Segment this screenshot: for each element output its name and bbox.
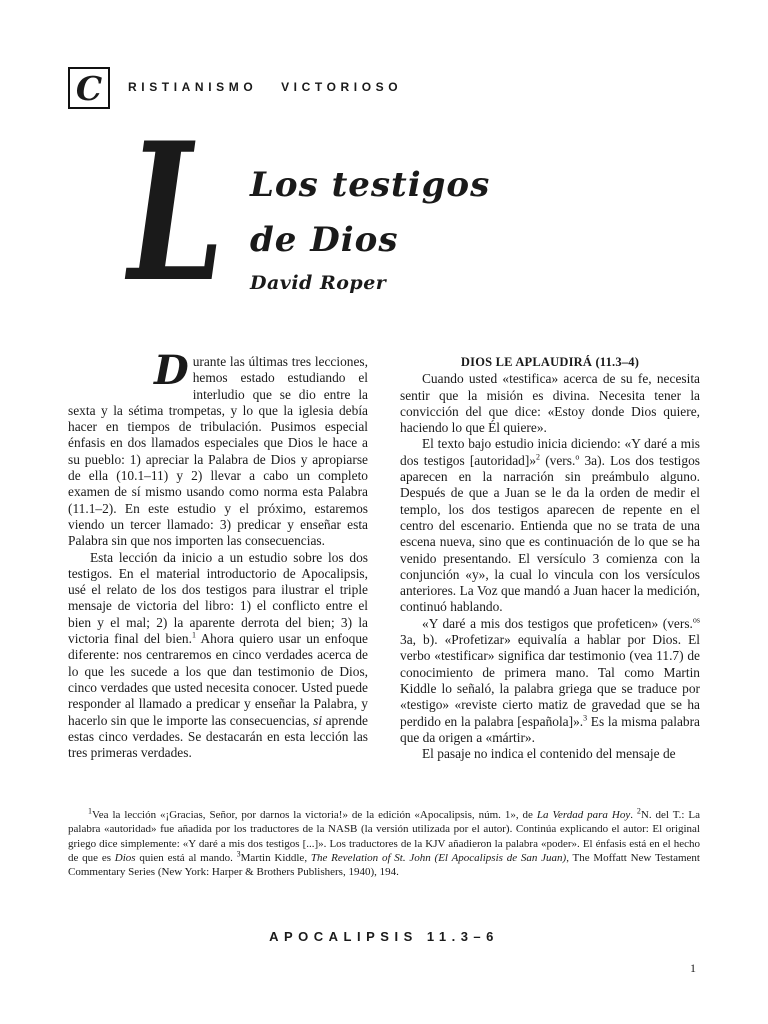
- paragraph-text: El texto bajo estudio inicia diciendo: «Y daré a mis dos testigos [autoridad]»: [400, 436, 700, 468]
- footnote-ref: 3: [583, 713, 588, 723]
- footnotes: [68, 808, 700, 879]
- paragraph-text: (vers.: [540, 452, 576, 468]
- paragraph-text: «Y daré a mis dos testigos que profeticen» (vers.: [422, 615, 693, 631]
- decorative-initial: L: [128, 101, 225, 324]
- paragraph-text: aprende estas cinco verdades. Se destacarán en esta lección las tres primeras verdades.: [68, 712, 368, 761]
- footnote-text: quien está al mando.: [135, 851, 237, 864]
- footnote-block: [68, 808, 700, 879]
- series-initial-letter: C: [75, 68, 103, 108]
- footnote-italic: Dios: [114, 851, 136, 864]
- ordinal-mark: os: [692, 615, 700, 625]
- paragraph-intro: [68, 347, 368, 550]
- footnote-text: Vea la lección «¡Gracias, Señor, por darnos la victoria!» de la edición «Apocalipsis, núm. 1», de: [92, 809, 537, 821]
- footnote-ref: 2: [536, 452, 541, 462]
- page-number: 1: [690, 961, 696, 975]
- article-author: David Roper: [250, 272, 387, 294]
- right-column: [400, 354, 700, 762]
- paragraph-text: 3a). Los dos testigos aparecen en la narración sin preámbulo alguno. Después de que a Juan se le da la orden de medir el templo, los dos testigos aparecen de repente en el centro del escenario. Entienda que no se trata de una escena nueva, sino que es continuación de lo que se ha venido presentando. El versículo 3 comienza con la conjunción «y», la cual lo vincula con los versículos anteriores. La Voz que mandó a Juan hacer la medición, continuó hablando.: [400, 452, 700, 615]
- paragraph-text: Es la misma palabra que da origen a «mártir».: [400, 713, 700, 745]
- emphasis-text: si: [313, 712, 323, 728]
- paragraph-text: Esta lección da inicio a un estudio sobre los dos testigos. En el material introductorio de Apocalipsis, usé el relato de los dos testigos para ilustrar el triple mensaje de victoria del libro: 1) el conflicto entre el bien y el mal; 2) la aparente derrota del bien; 3) la victoria final del bien.: [68, 549, 368, 647]
- footnote-italic: La Verdad para Hoy: [536, 809, 631, 821]
- paragraph-r2: [400, 436, 700, 615]
- footer-title: APOCALIPSIS 11.3–6: [269, 929, 499, 944]
- paragraph-r4: El pasaje no indica el contenido del mensaje de: [422, 746, 676, 762]
- left-column: [68, 347, 368, 761]
- paragraph-r3: [400, 616, 700, 746]
- ordinal-mark: o: [575, 452, 580, 462]
- footnote-text: , The Moffatt New Testament Commentary Series (New York: Harper & Brothers Publishers, 1940), 194.: [68, 851, 700, 879]
- footnote-number: 3: [236, 849, 241, 859]
- paragraph-second: [68, 550, 368, 762]
- section-heading: DIOS LE APLAUDIRÁ (11.3–4): [460, 355, 640, 369]
- footnote-number: 2: [636, 806, 641, 816]
- paragraph-text: 3a, b). «Profetizar» equivalía a hablar por Dios. El verbo «testificar» significa dar testimonio (vea 11.7) de conocimiento de primera mano. Tal como Martin Kiddle lo señaló, la palabra griega que se traduce por «testigo» «reviste cierto matiz de gravedad que se ha perdido en la palabra [española]».: [400, 632, 700, 729]
- dropcap-spacer: [68, 354, 154, 370]
- footnote-number: 1: [88, 806, 92, 816]
- series-title: RISTIANISMO VICTORIOSO: [128, 80, 403, 94]
- footnote-text: .: [630, 809, 637, 821]
- footnote-text: Martin Kiddle,: [240, 851, 311, 864]
- dropcap-letter: D: [154, 347, 189, 394]
- footnote-ref: 1: [191, 630, 196, 640]
- footnote-text: N. del T.: La palabra «autoridad» fue añadida por los traductores de la NASB (la versión utilizada por el autor). Continúa explicando el autor: El original griego dice simplemente: «Y daré a mis dos testigos [...]». Los traductores de la KJV añadieron la palabra «poder». El énfasis está en el hecho de que es: [68, 809, 700, 864]
- footnote-italic: The Revelation of St. John (El Apocalipsis de San Juan): [310, 851, 567, 864]
- paragraph-text: urante las últimas tres lecciones, hemos estado estudiando el interludio que se dio entre la sexta y la sétima trompetas, y lo que la iglesia debía hacer en tiempos de tribulación. Pusimos especial énfasis en dos llamados especiales que Dios le hace a su pueblo: 1) apreciar la Palabra de Dios y apropiarse de ella (10.1–11) y 2) llevar a cabo un completo examen de sí mismo usando como norma esta Palabra (11.1–2). En este estudio y el próximo, estaremos viendo un tercer llamado: 3) predicar y enseñar esta Palabra sin que nos importen las consecuencias.: [68, 354, 368, 549]
- article-title-line2: de Dios: [250, 220, 399, 260]
- paragraph-r1: Cuando usted «testifica» acerca de su fe, necesita sentir que la misión es divina. Necesita tener la convicción del que dice: «Estoy donde Dios quiere, haciendo lo que Él quiere».: [400, 371, 700, 436]
- article-title-line1: Los testigos: [250, 165, 491, 205]
- paragraph-text: Ahora quiero usar un enfoque diferente: nos centraremos en cinco verdades acerca de lo que les sucede a los que dan testimonio de Dios, cinco verdades que usted necesita conocer. Usted puede responder al llamado a predicar y enseñar la Palabra, y hacerlo sin que le importe las consecuencias,: [68, 631, 368, 728]
- series-logo-initial: [68, 67, 110, 109]
